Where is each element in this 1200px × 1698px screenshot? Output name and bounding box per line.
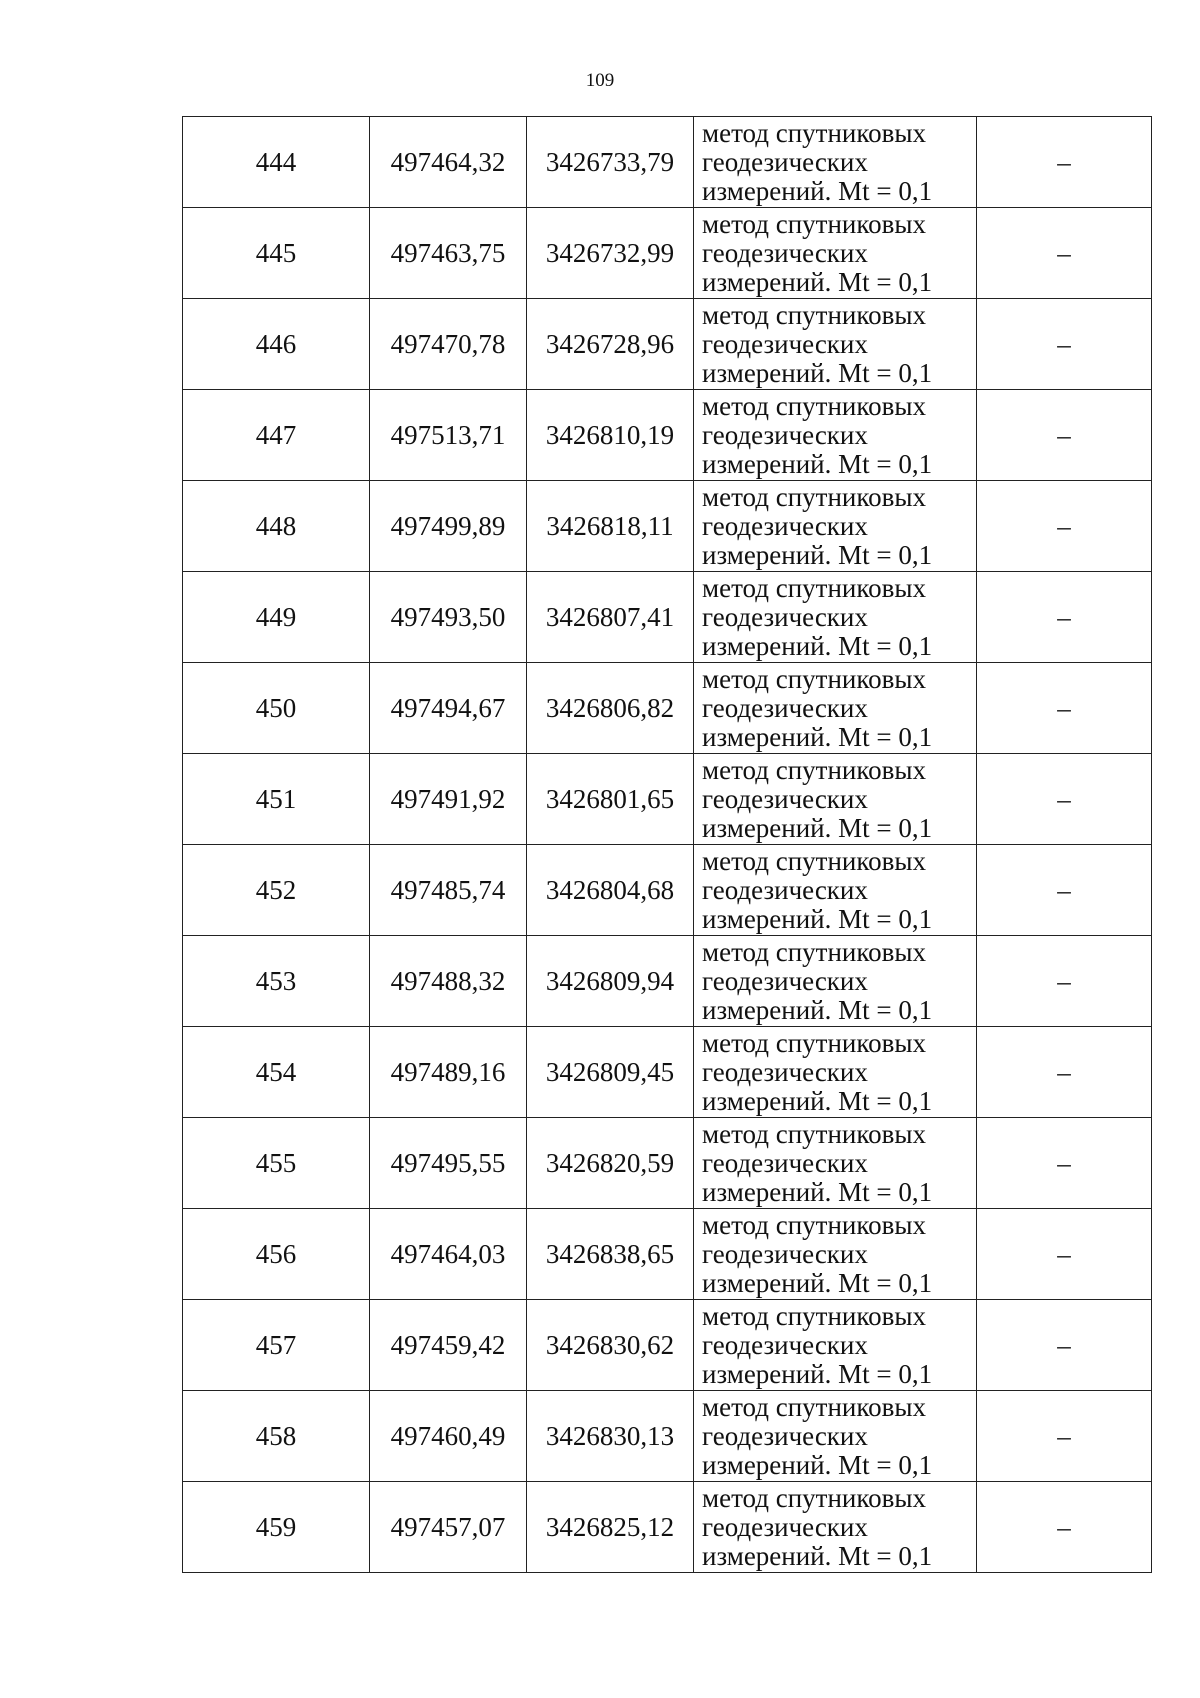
table-row [183, 663, 1152, 754]
y-coordinate-cell: 3426804,68 [527, 845, 694, 936]
y-coordinate-cell: 3426807,41 [527, 572, 694, 663]
x-coordinate-cell: 497493,50 [370, 572, 527, 663]
method-line: измерений. Mt = 0,1 [702, 1540, 933, 1571]
y-coordinate-cell: 3426728,96 [527, 299, 694, 390]
method-line: метод спутниковых [702, 1391, 926, 1422]
note-cell: – [977, 572, 1152, 663]
method-line: измерений. Mt = 0,1 [702, 357, 933, 388]
page-number: 109 [585, 70, 615, 91]
point-number-cell: 446 [183, 299, 370, 390]
note-cell: – [977, 1118, 1152, 1209]
method-line: измерений. Mt = 0,1 [702, 630, 933, 661]
method-cell [694, 845, 977, 936]
table-row [183, 754, 1152, 845]
y-coordinate-cell: 3426830,13 [527, 1391, 694, 1482]
method-cell [694, 1209, 977, 1300]
method-cell [694, 1118, 977, 1209]
x-coordinate-cell: 497513,71 [370, 390, 527, 481]
note-cell: – [977, 1209, 1152, 1300]
method-cell [694, 936, 977, 1027]
method-line: измерений. Mt = 0,1 [702, 903, 933, 934]
point-number-cell: 459 [183, 1482, 370, 1573]
method-line: измерений. Mt = 0,1 [702, 1449, 933, 1480]
method-line: геодезических [702, 1238, 868, 1269]
method-line: метод спутниковых [702, 663, 926, 694]
method-line: метод спутниковых [702, 1027, 926, 1058]
point-number-cell: 451 [183, 754, 370, 845]
method-cell [694, 390, 977, 481]
note-cell: – [977, 754, 1152, 845]
note-cell: – [977, 936, 1152, 1027]
point-number-cell: 447 [183, 390, 370, 481]
method-cell [694, 1391, 977, 1482]
method-line: метод спутниковых [702, 572, 926, 603]
point-number-cell: 453 [183, 936, 370, 1027]
method-line: метод спутниковых [702, 754, 926, 785]
table-body [183, 117, 1152, 1573]
note-cell: – [977, 663, 1152, 754]
note-cell: – [977, 845, 1152, 936]
point-number-cell: 444 [183, 117, 370, 208]
x-coordinate-cell: 497459,42 [370, 1300, 527, 1391]
method-line: измерений. Mt = 0,1 [702, 812, 933, 843]
table-row [183, 1391, 1152, 1482]
method-line: измерений. Mt = 0,1 [702, 448, 933, 479]
method-line: измерений. Mt = 0,1 [702, 1085, 933, 1116]
method-line: геодезических [702, 419, 868, 450]
method-line: метод спутниковых [702, 1300, 926, 1331]
method-line: измерений. Mt = 0,1 [702, 721, 933, 752]
method-line: геодезических [702, 1511, 868, 1542]
x-coordinate-cell: 497489,16 [370, 1027, 527, 1118]
y-coordinate-cell: 3426806,82 [527, 663, 694, 754]
y-coordinate-cell: 3426818,11 [527, 481, 694, 572]
method-line: метод спутниковых [702, 1209, 926, 1240]
method-line: метод спутниковых [702, 845, 926, 876]
method-cell [694, 481, 977, 572]
y-coordinate-cell: 3426809,94 [527, 936, 694, 1027]
method-line: метод спутниковых [702, 1482, 926, 1513]
method-cell [694, 208, 977, 299]
method-line: геодезических [702, 965, 868, 996]
x-coordinate-cell: 497495,55 [370, 1118, 527, 1209]
method-line: геодезических [702, 874, 868, 905]
method-line: геодезических [702, 783, 868, 814]
y-coordinate-cell: 3426732,99 [527, 208, 694, 299]
point-number-cell: 450 [183, 663, 370, 754]
y-coordinate-cell: 3426830,62 [527, 1300, 694, 1391]
method-line: измерений. Mt = 0,1 [702, 175, 933, 206]
method-line: геодезических [702, 328, 868, 359]
x-coordinate-cell: 497488,32 [370, 936, 527, 1027]
method-line: геодезических [702, 692, 868, 723]
method-line: геодезических [702, 1056, 868, 1087]
method-line: измерений. Mt = 0,1 [702, 539, 933, 570]
point-number-cell: 454 [183, 1027, 370, 1118]
method-line: метод спутниковых [702, 117, 926, 148]
point-number-cell: 457 [183, 1300, 370, 1391]
note-cell: – [977, 1027, 1152, 1118]
coordinates-table [182, 116, 1152, 1573]
x-coordinate-cell: 497464,32 [370, 117, 527, 208]
method-line: геодезических [702, 1329, 868, 1360]
x-coordinate-cell: 497460,49 [370, 1391, 527, 1482]
method-cell [694, 1027, 977, 1118]
method-line: геодезических [702, 510, 868, 541]
x-coordinate-cell: 497491,92 [370, 754, 527, 845]
note-cell: – [977, 299, 1152, 390]
y-coordinate-cell: 3426733,79 [527, 117, 694, 208]
method-line: геодезических [702, 601, 868, 632]
table-row [183, 117, 1152, 208]
y-coordinate-cell: 3426809,45 [527, 1027, 694, 1118]
method-line: измерений. Mt = 0,1 [702, 1358, 933, 1389]
method-line: измерений. Mt = 0,1 [702, 1176, 933, 1207]
y-coordinate-cell: 3426820,59 [527, 1118, 694, 1209]
method-line: метод спутниковых [702, 936, 926, 967]
note-cell: – [977, 117, 1152, 208]
x-coordinate-cell: 497457,07 [370, 1482, 527, 1573]
method-line: геодезических [702, 237, 868, 268]
table-row [183, 845, 1152, 936]
x-coordinate-cell: 497470,78 [370, 299, 527, 390]
method-line: геодезических [702, 1147, 868, 1178]
y-coordinate-cell: 3426838,65 [527, 1209, 694, 1300]
method-line: метод спутниковых [702, 481, 926, 512]
point-number-cell: 455 [183, 1118, 370, 1209]
method-line: метод спутниковых [702, 208, 926, 239]
y-coordinate-cell: 3426801,65 [527, 754, 694, 845]
method-line: измерений. Mt = 0,1 [702, 994, 933, 1025]
point-number-cell: 456 [183, 1209, 370, 1300]
note-cell: – [977, 481, 1152, 572]
table-row [183, 1482, 1152, 1573]
note-cell: – [977, 1300, 1152, 1391]
table-row [183, 390, 1152, 481]
table-row [183, 1300, 1152, 1391]
point-number-cell: 445 [183, 208, 370, 299]
method-cell [694, 572, 977, 663]
table-row [183, 1209, 1152, 1300]
method-line: геодезических [702, 146, 868, 177]
x-coordinate-cell: 497494,67 [370, 663, 527, 754]
x-coordinate-cell: 497463,75 [370, 208, 527, 299]
y-coordinate-cell: 3426825,12 [527, 1482, 694, 1573]
point-number-cell: 449 [183, 572, 370, 663]
method-cell [694, 117, 977, 208]
x-coordinate-cell: 497464,03 [370, 1209, 527, 1300]
y-coordinate-cell: 3426810,19 [527, 390, 694, 481]
point-number-cell: 458 [183, 1391, 370, 1482]
table-row [183, 208, 1152, 299]
note-cell: – [977, 1391, 1152, 1482]
table-row [183, 1027, 1152, 1118]
note-cell: – [977, 390, 1152, 481]
table-row [183, 481, 1152, 572]
method-cell [694, 299, 977, 390]
note-cell: – [977, 1482, 1152, 1573]
method-cell [694, 754, 977, 845]
method-line: метод спутниковых [702, 299, 926, 330]
method-cell [694, 1482, 977, 1573]
note-cell: – [977, 208, 1152, 299]
method-cell [694, 663, 977, 754]
method-line: метод спутниковых [702, 1118, 926, 1149]
x-coordinate-cell: 497485,74 [370, 845, 527, 936]
table-row [183, 1118, 1152, 1209]
method-cell [694, 1300, 977, 1391]
method-line: измерений. Mt = 0,1 [702, 1267, 933, 1298]
method-line: метод спутниковых [702, 390, 926, 421]
table-row [183, 572, 1152, 663]
method-line: измерений. Mt = 0,1 [702, 266, 933, 297]
table-row [183, 299, 1152, 390]
x-coordinate-cell: 497499,89 [370, 481, 527, 572]
point-number-cell: 452 [183, 845, 370, 936]
method-line: геодезических [702, 1420, 868, 1451]
table-row [183, 936, 1152, 1027]
point-number-cell: 448 [183, 481, 370, 572]
